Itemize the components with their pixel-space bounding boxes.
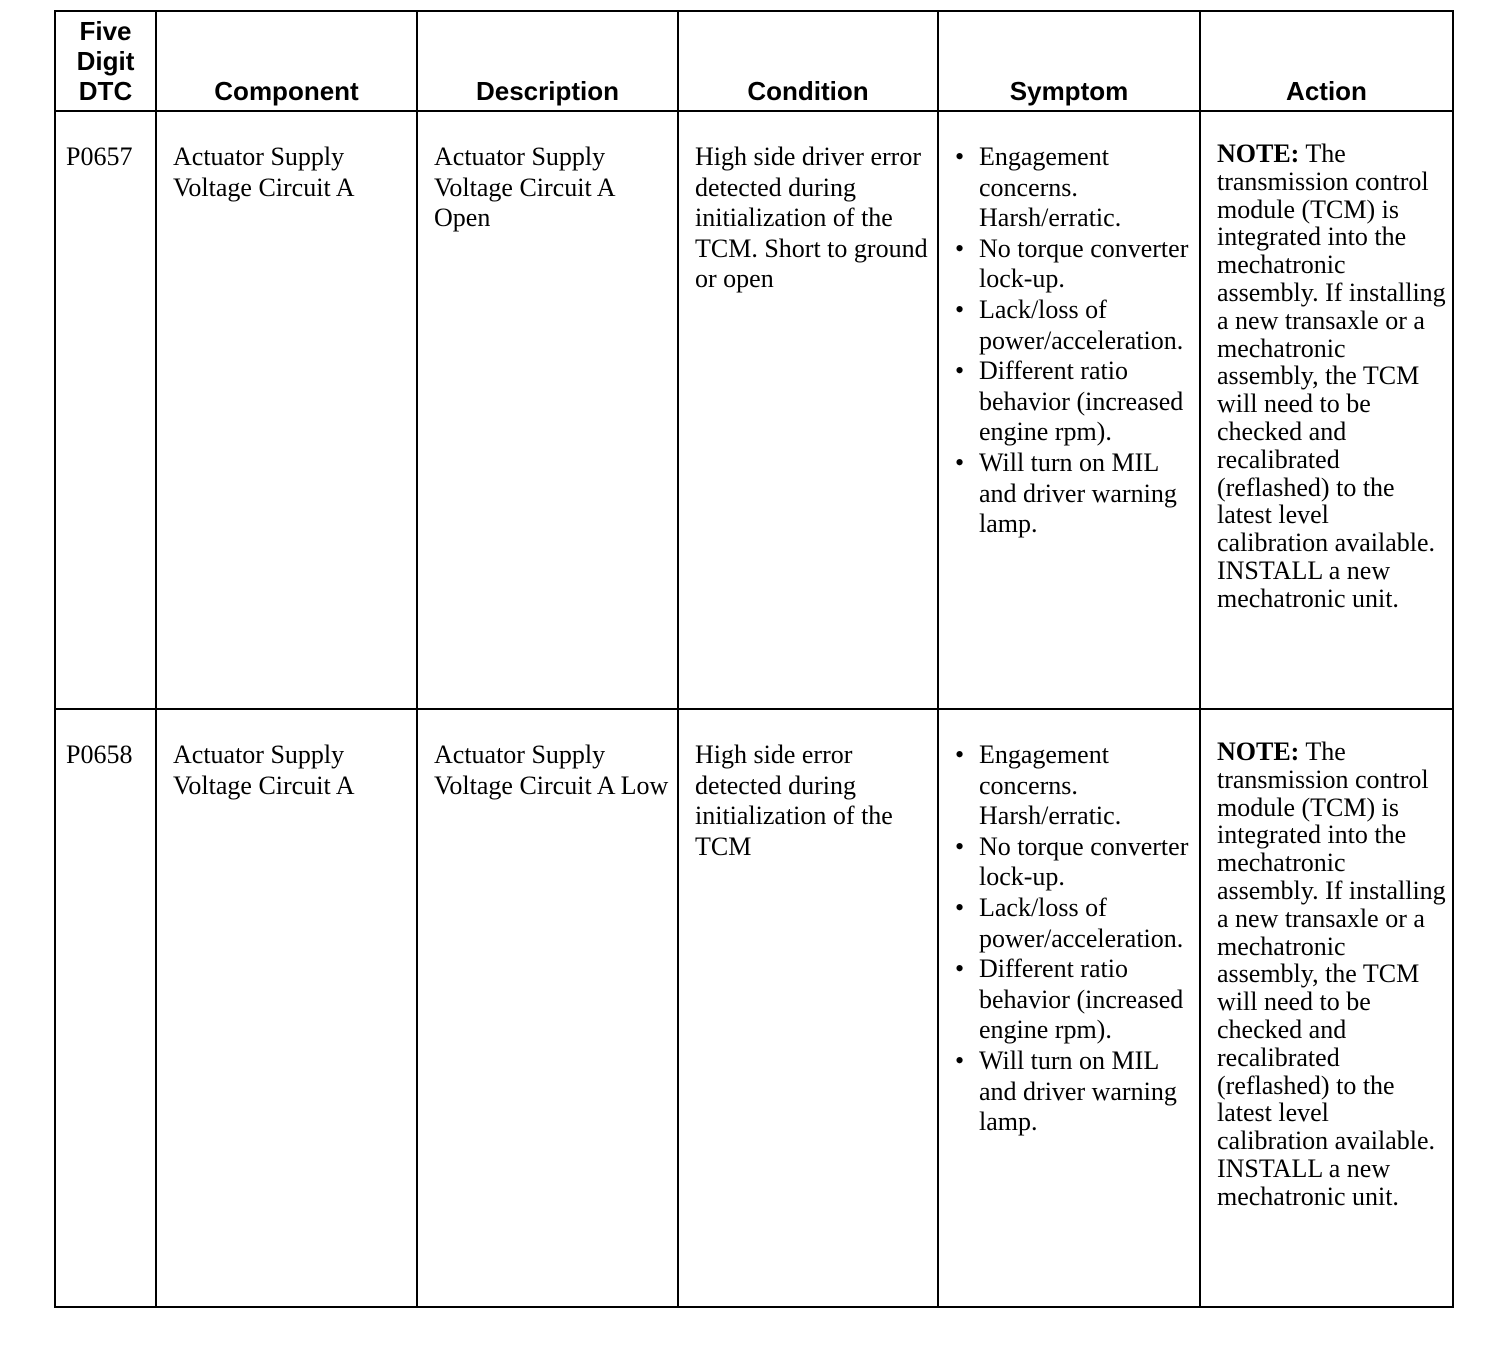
condition-cell: High side error detected during initialization of the TCM [678,709,938,1307]
header-dtc-line-3: DTC [78,76,133,106]
header-row [55,11,1453,111]
condition-cell: High side driver error detected during initialization of the TCM. Short to ground or open [678,111,938,709]
component-cell: Actuator Supply Voltage Circuit A [156,111,417,709]
symptom-cell [938,709,1200,1307]
symptom-list [955,740,1199,1138]
header-description: Description [417,11,678,111]
dtc-table [54,10,1454,1308]
description-cell: Actuator Supply Voltage Circuit A Low [417,709,678,1307]
symptom-item: • Different ratio behavior (increased engine rpm). [955,356,1199,448]
note-label: NOTE: [1217,737,1300,766]
symptom-list [955,142,1199,540]
action-text: INSTALL a new mechatronic unit. [1217,555,1399,613]
symptom-item: • Different ratio behavior (increased engine rpm). [955,954,1199,1046]
symptom-item: • Engagement concerns. Harsh/erratic. [955,142,1199,234]
header-dtc [55,11,156,111]
table-row [55,709,1453,1307]
action-cell [1200,709,1453,1307]
action-cell [1200,111,1453,709]
symptom-item: • No torque converter lock-up. [955,234,1199,295]
header-symptom: Symptom [938,11,1200,111]
component-cell: Actuator Supply Voltage Circuit A [156,709,417,1307]
header-dtc-line-1: Five [79,16,132,46]
dtc-code: P0658 [55,709,156,1307]
header-condition: Condition [678,11,938,111]
header-action: Action [1200,11,1453,111]
header-dtc-line-2: Digit [76,46,135,76]
symptom-item: • Will turn on MIL and driver warning lamp. [955,448,1199,540]
note-text: The transmission control module (TCM) is integrated into the mechatronic assembly. If installing a new transaxle or a mechatronic assembly, the TCM will need to be checked and recalibrated (reflashed) to the latest level calibration available. [1217,737,1446,1156]
description-cell: Actuator Supply Voltage Circuit A Open [417,111,678,709]
action-text: INSTALL a new mechatronic unit. [1217,1153,1399,1211]
symptom-item: • Lack/loss of power/acceleration. [955,295,1199,356]
symptom-cell [938,111,1200,709]
header-component: Component [156,11,417,111]
symptom-item: • Lack/loss of power/acceleration. [955,893,1199,954]
symptom-item: • No torque converter lock-up. [955,832,1199,893]
symptom-item: • Will turn on MIL and driver warning lamp. [955,1046,1199,1138]
note-text: The transmission control module (TCM) is integrated into the mechatronic assembly. If installing a new transaxle or a mechatronic assembly, the TCM will need to be checked and recalibrated (reflashed) to the latest level calibration available. [1217,139,1446,558]
dtc-code: P0657 [55,111,156,709]
table-row [55,111,1453,709]
note-label: NOTE: [1217,139,1300,168]
symptom-item: • Engagement concerns. Harsh/erratic. [955,740,1199,832]
